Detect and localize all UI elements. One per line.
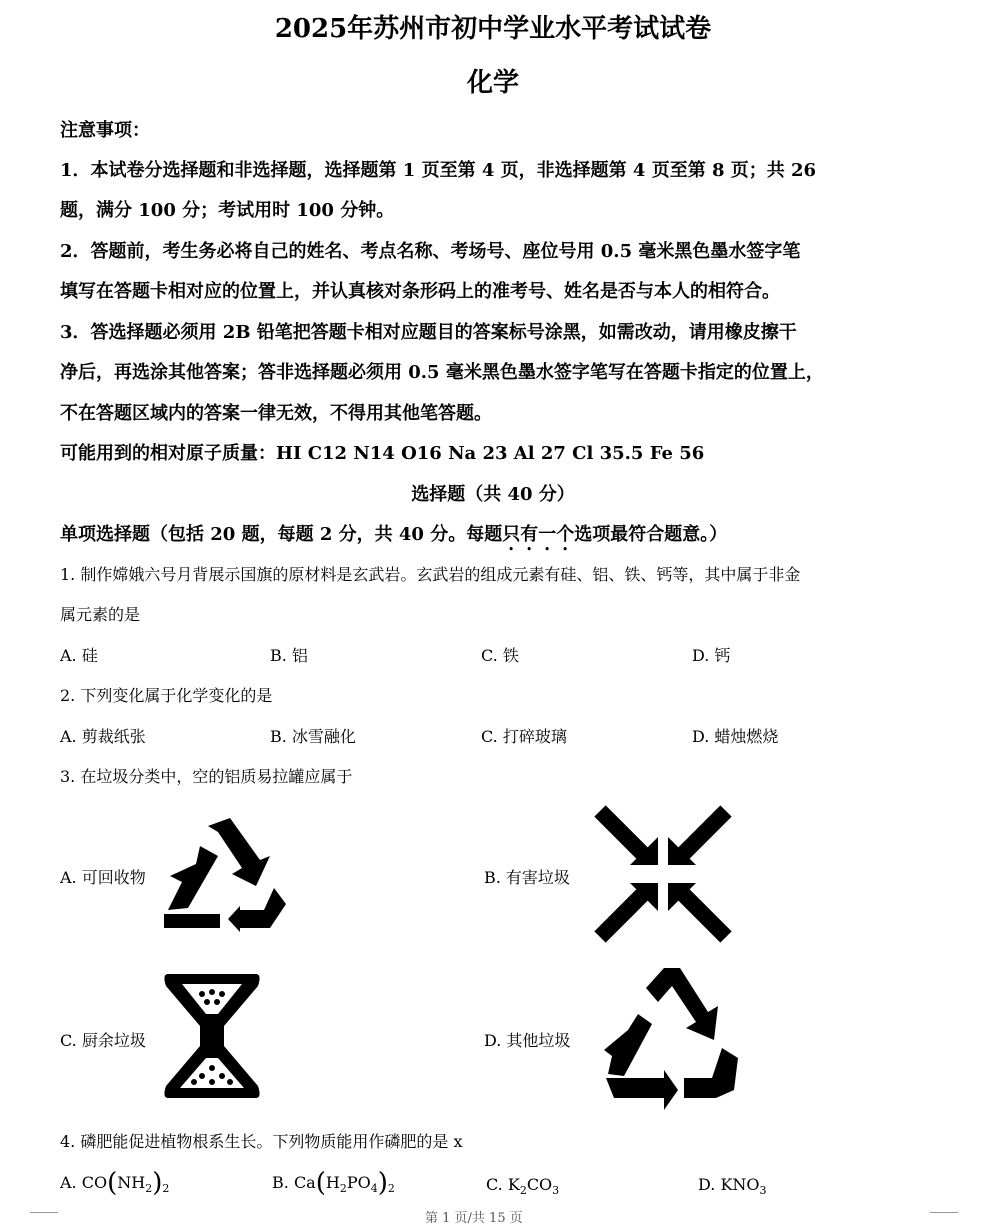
q3-option-b: B. 有害垃圾 [484,868,570,887]
q2-stem: 2. 下列变化属于化学变化的是 [60,686,273,705]
q4-c-formula: $K_2CO_3$ [507,1175,560,1197]
notice-heading: 注意事项： [60,120,150,141]
q4-d-prefix: D. [698,1175,716,1194]
instructions-emphasis: 只有一个 [502,524,575,545]
q4-b-formula: $Ca(H_2PO_4)_2$ [293,1168,395,1198]
subject-title: 化学 [466,68,519,98]
q4-option-b [272,1168,395,1198]
recycle-triangle-icon [160,818,286,937]
q2-option-a: A. 剪裁纸张 [60,727,146,746]
q4-b-prefix: B. [272,1173,289,1192]
notice-item-3: 3．答选择题必须用 2B 铅笔把答题卡相对应题目的答案标号涂黑，如需改动，请用橡皮擦干 [60,322,797,343]
q4-option-d [698,1175,767,1197]
notice-item-1-cont: 题，满分 100 分；考试用时 100 分钟。 [60,200,395,221]
exam-title: 2025年苏州市初中学业水平考试试卷 [274,14,712,44]
instructions-text-b: 选项最符合题意。） [574,524,728,545]
q2-option-c: C. 打碎玻璃 [481,727,567,746]
q2-option-d: D. 蜡烛燃烧 [692,727,779,746]
page-corner-left [30,1212,58,1213]
hourglass-icon [162,970,262,1106]
page-corner-right [930,1212,958,1213]
q4-a-formula: $CO(NH_2)_2$ [81,1168,170,1198]
notice-item-3-cont2: 不在答题区域内的答案一律无效，不得用其他笔答题。 [60,403,492,424]
section-title: 选择题（共 40 分） [411,484,575,505]
notice-item-1: 1．本试卷分选择题和非选择题，选择题第 1 页至第 4 页，非选择题第 4 页至第 8 页；共 26 [60,160,817,181]
q1-option-c: C. 铁 [481,646,519,665]
q1-option-b: B. 铝 [270,646,308,665]
q1-stem: 1. 制作嫦娥六号月背展示国旗的原材料是玄武岩。玄武岩的组成元素有硅、铝、铁、钙等，其中属于非金 [60,565,801,584]
instructions-text-a: 单项选择题（包括 20 题，每题 2 分，共 40 分。每题 [60,524,503,545]
q4-option-c [486,1175,559,1197]
four-arrows-inward-icon [594,803,732,949]
section-instructions [60,520,727,555]
atomic-masses: 可能用到的相对原子质量：HI C12 N14 O16 Na 23 Al 27 Cl 35.5 Fe 56 [60,443,705,464]
q2-option-b: B. 冰雪融化 [270,727,356,746]
notice-item-2-cont: 填写在答题卡相对应的位置上，并认真核对条形码上的准考号、姓名是否与本人的相符合。 [60,281,780,302]
notice-item-3-cont: 净后，再选涂其他答案；答非选择题必须用 0.5 毫米黑色墨水签字笔写在答题卡指定的位置上， [60,362,824,383]
q4-d-formula: $KNO_3$ [720,1175,767,1197]
page-footer: 第 1 页/共 15 页 [425,1211,523,1226]
recycle-variant-icon [604,966,740,1120]
q4-stem: 4. 磷肥能促进植物根系生长。下列物质能用作磷肥的是 x [60,1132,463,1151]
q3-option-d: D. 其他垃圾 [484,1031,571,1050]
q1-option-d: D. 钙 [692,646,731,665]
q4-c-prefix: C. [486,1175,503,1194]
q3-stem: 3. 在垃圾分类中，空的铝质易拉罐应属于 [60,767,353,786]
q4-option-a [60,1168,169,1198]
q1-stem-cont: 属元素的是 [60,605,141,624]
q1-option-a: A. 硅 [60,646,98,665]
q3-option-a: A. 可回收物 [60,868,146,887]
q4-a-prefix: A. [60,1173,77,1192]
q3-option-c: C. 厨余垃圾 [60,1031,146,1050]
notice-item-2: 2．答题前，考生务必将自己的姓名、考点名称、考场号、座位号用 0.5 毫米黑色墨水签字笔 [60,241,801,262]
